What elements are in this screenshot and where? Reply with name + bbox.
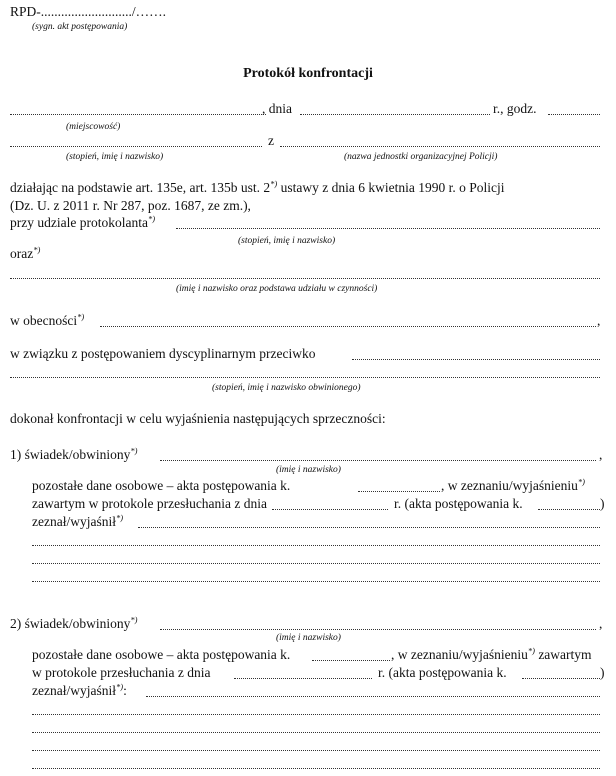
witness2-line3: zeznał/wyjaśnił*):	[32, 681, 127, 698]
witness2-comma: ,	[599, 616, 603, 631]
proceeding-field-2[interactable]	[10, 377, 600, 378]
place-caption: (miejscowość)	[66, 122, 121, 132]
witness2-line2-a: w protokole przesłuchania z dnia	[32, 665, 211, 680]
recorder-field[interactable]	[176, 228, 600, 229]
witness2-statement-field-2[interactable]	[32, 714, 600, 715]
case-number-line	[10, 4, 166, 20]
place-field[interactable]	[10, 114, 266, 115]
presence-comma: ,	[597, 313, 601, 328]
witness2-file-page-field-2[interactable]	[522, 678, 600, 679]
witness2-line1-a: pozostałe dane osobowe – akta postępowania k.	[32, 647, 291, 662]
date-label: , dnia	[262, 101, 292, 116]
witness1-statement-field-1[interactable]	[138, 527, 600, 528]
witness2-line2-b: r. (akta postępowania k.	[378, 665, 507, 680]
witness2-name-field[interactable]	[160, 629, 596, 630]
legal-basis-line-2: (Dz. U. z 2011 r. Nr 287, poz. 1687, ze zm.),	[10, 198, 251, 213]
witness1-statement-field-3[interactable]	[32, 563, 600, 564]
officer-z-label: z	[268, 133, 274, 148]
witness1-line2-b: r. (akta postępowania k.	[394, 496, 523, 511]
recorder-caption: (stopień, imię i nazwisko)	[238, 236, 336, 246]
oraz-field[interactable]	[10, 278, 600, 279]
witness2-statement-field-1[interactable]	[146, 696, 600, 697]
witness1-line2-a: zawartym w protokole przesłuchania z dnia	[32, 496, 268, 511]
witness2-statement-field-4[interactable]	[32, 750, 600, 751]
legal-basis-line-1: działając na podstawie art. 135e, art. 135b ust. 2*) ustawy z dnia 6 kwietnia 1990 r. o Policji	[10, 178, 505, 195]
witness1-label: 1) świadek/obwiniony*)	[10, 445, 138, 462]
witness1-statement-field-2[interactable]	[32, 545, 600, 546]
witness2-label: 2) świadek/obwiniony*)	[10, 614, 138, 631]
time-label: r., godz.	[493, 101, 537, 116]
witness2-line1-b: , w zeznaniu/wyjaśnieniu*) zawartym	[391, 645, 592, 662]
witness1-protocol-date-field[interactable]	[272, 509, 388, 510]
witness1-line3: zeznał/wyjaśnił*)	[32, 512, 124, 529]
witness1-file-page-field[interactable]	[358, 491, 440, 492]
witness1-file-page-field-2[interactable]	[538, 509, 600, 510]
oraz-label: oraz*)	[10, 244, 41, 261]
officer-unit-field[interactable]	[280, 146, 600, 147]
proceeding-caption: (stopień, imię i nazwisko obwinionego)	[212, 383, 361, 393]
recorder-label: przy udziale protokolanta*)	[10, 213, 156, 230]
time-field[interactable]	[548, 114, 600, 115]
date-field[interactable]	[300, 114, 490, 115]
presence-label: w obecności*)	[10, 311, 85, 328]
oraz-caption: (imię i nazwisko oraz podstawa udziału w czynności)	[176, 284, 378, 294]
purpose-text: dokonał konfrontacji w celu wyjaśnienia następujących sprzeczności:	[10, 411, 386, 426]
witness2-statement-field-5[interactable]	[32, 768, 600, 769]
proceeding-label: w związku z postępowaniem dyscyplinarnym przeciwko	[10, 346, 316, 361]
case-number-caption: (sygn. akt postępowania)	[32, 22, 128, 32]
witness2-file-page-field[interactable]	[312, 660, 390, 661]
witness1-line1-a: pozostałe dane osobowe – akta postępowania k.	[32, 478, 291, 493]
witness1-name-field[interactable]	[160, 460, 596, 461]
case-number: RPD-.........................../…….	[10, 4, 167, 19]
presence-field[interactable]	[100, 326, 596, 327]
officer-name-caption: (stopień, imię i nazwisko)	[66, 152, 164, 162]
witness2-caption: (imię i nazwisko)	[276, 633, 341, 643]
witness1-line1-b: , w zeznaniu/wyjaśnieniu*)	[441, 476, 585, 493]
witness1-statement-field-4[interactable]	[32, 581, 600, 582]
proceeding-field-1[interactable]	[352, 359, 600, 360]
witness1-caption: (imię i nazwisko)	[276, 465, 341, 475]
witness2-protocol-date-field[interactable]	[234, 678, 372, 679]
document-title: Protokół konfrontacji	[243, 66, 373, 81]
witness1-comma: ,	[599, 447, 603, 462]
officer-name-field[interactable]	[10, 146, 262, 147]
witness1-line2-c: )	[600, 496, 605, 511]
officer-unit-caption: (nazwa jednostki organizacyjnej Policji)	[344, 152, 498, 162]
witness2-statement-field-3[interactable]	[32, 732, 600, 733]
witness2-line2-c: )	[600, 665, 605, 680]
